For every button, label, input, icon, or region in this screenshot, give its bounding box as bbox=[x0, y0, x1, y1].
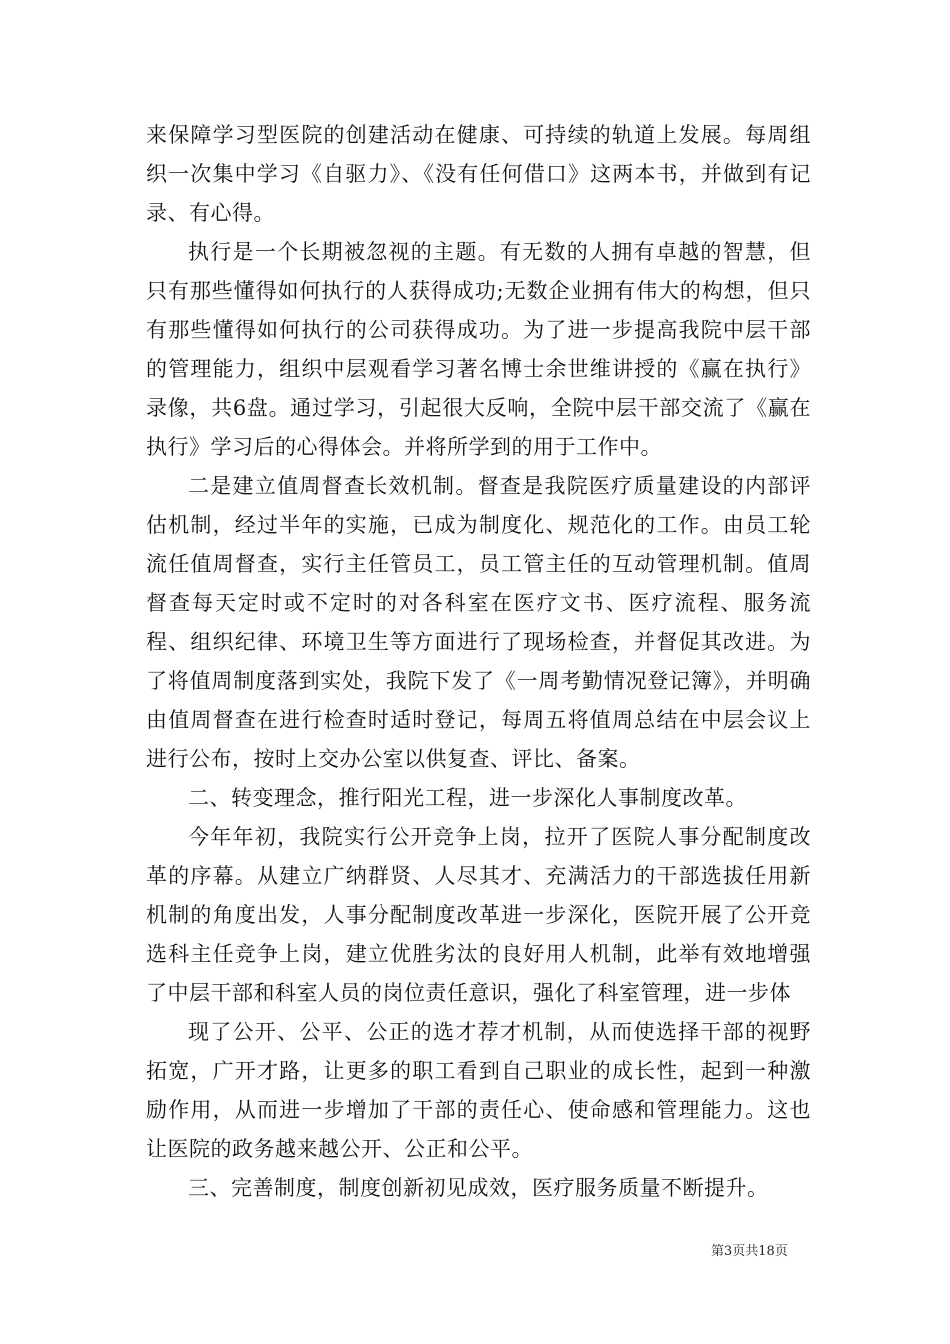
paragraph: 二是建立值周督查长效机制。督查是我院医疗质量建设的内部评估机制，经过半年的实施，已成为制度化、规范化的工作。由员工轮流任值周督查，实行主任管员工，员工管主任的互动管理机制。值周督查每天定时或不定时的对各科室在医疗文书、医疗流程、服务流程、组织纪律、环境卫生等方面进行了现场检查，并督促其改进。为了将值周制度落到实处，我院下发了《一周考勤情况登记簿》，并明确由值周督查在进行检查时适时登记，每周五将值周总结在中层会议上进行公布，按时上交办公室以供复查、评比、备案。 bbox=[146, 474, 811, 771]
section-heading: 二、转变理念，推行阳光工程，进一步深化人事制度改革。 bbox=[188, 786, 747, 810]
document-body bbox=[146, 116, 811, 1208]
paragraph: 执行是一个长期被忽视的主题。有无数的人拥有卓越的智慧，但只有那些懂得如何执行的人获得成功;无数企业拥有伟大的构想，但只有那些懂得如何执行的公司获得成功。为了进一步提高我院中层干部的管理能力，组织中层观看学习著名博士余世维讲授的《赢在执行》录像，共6盘。通过学习，引起很大反响，全院中层干部交流了《赢在执行》学习后的心得体会。并将所学到的用于工作中。 bbox=[146, 240, 811, 459]
section-heading: 三、完善制度，制度创新初见成效，医疗服务质量不断提升。 bbox=[188, 1176, 769, 1200]
paragraph: 今年年初，我院实行公开竞争上岗，拉开了医院人事分配制度改革的序幕。从建立广纳群贤、人尽其才、充满活力的干部选拔任用新机制的角度出发，人事分配制度改革进一步深化，医院开展了公开竞选科主任竞争上岗，建立优胜劣汰的良好用人机制，此举有效地增强了中层干部和科室人员的岗位责任意识，强化了科室管理，进一步体 bbox=[146, 825, 811, 1005]
page-number: 第3页共18页 bbox=[711, 1244, 788, 1259]
paragraph: 现了公开、公平、公正的选才荐才机制，从而使选择干部的视野拓宽，广开才路，让更多的职工看到自己职业的成长性，起到一种激励作用，从而进一步增加了干部的责任心、使命感和管理能力。这也让医院的政务越来越公开、公正和公平。 bbox=[146, 1020, 811, 1161]
paragraph: 来保障学习型医院的创建活动在健康、可持续的轨道上发展。每周组织一次集中学习《自驱力》、《没有任何借口》这两本书，并做到有记录、有心得。 bbox=[146, 123, 811, 225]
